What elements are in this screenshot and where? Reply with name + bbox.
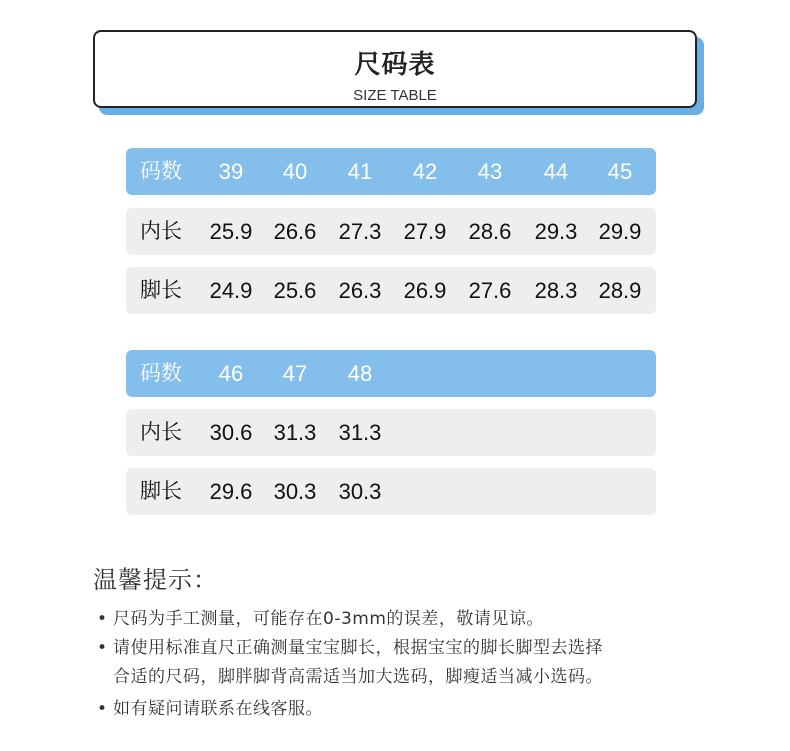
tip-text: 请使用标准直尺正确测量宝宝脚长，根据宝宝的脚长脚型去选择 bbox=[113, 638, 603, 658]
bullet-icon: • bbox=[97, 609, 108, 629]
table-cell: 30.3 bbox=[273, 479, 317, 504]
tip-text: 合适的尺码，脚胖脚背高需适当加大选码，脚瘦适当减小选码。 bbox=[113, 667, 603, 687]
table1-size: 40 bbox=[282, 159, 308, 184]
table2-size: 47 bbox=[282, 361, 308, 386]
row-label: 脚长 bbox=[140, 278, 182, 302]
table-cell: 31.3 bbox=[273, 420, 317, 445]
bullet-icon: • bbox=[97, 699, 108, 719]
tip-text: 尺码为手工测量，可能存在0-3mm的误差，敬请见谅。 bbox=[113, 609, 544, 629]
table1-size: 44 bbox=[543, 159, 569, 184]
table-cell: 31.3 bbox=[338, 420, 382, 445]
table-cell: 27.6 bbox=[468, 278, 512, 303]
table-cell: 29.9 bbox=[598, 219, 642, 244]
table-cell: 26.9 bbox=[403, 278, 447, 303]
table-cell: 30.3 bbox=[338, 479, 382, 504]
tip-item bbox=[97, 696, 323, 723]
table2-foot-length-row bbox=[126, 468, 656, 515]
table1-size: 45 bbox=[607, 159, 633, 184]
row-label: 内长 bbox=[140, 219, 182, 243]
table1-inner-length-row bbox=[126, 208, 656, 255]
table2-size: 46 bbox=[218, 361, 244, 386]
table-cell: 29.6 bbox=[209, 479, 253, 504]
table-cell: 26.6 bbox=[273, 219, 317, 244]
table-cell: 25.9 bbox=[209, 219, 253, 244]
table1-size: 39 bbox=[218, 159, 244, 184]
table2-header-row bbox=[126, 350, 656, 397]
table-cell: 25.6 bbox=[273, 278, 317, 303]
tip-item bbox=[97, 635, 603, 662]
table-cell: 28.6 bbox=[468, 219, 512, 244]
table1-foot-length-row bbox=[126, 267, 656, 314]
title-box bbox=[93, 30, 697, 108]
table1-size: 41 bbox=[347, 159, 373, 184]
table-cell: 28.3 bbox=[534, 278, 578, 303]
table-cell: 24.9 bbox=[209, 278, 253, 303]
table2-inner-length-row bbox=[126, 409, 656, 456]
table1-size: 42 bbox=[412, 159, 438, 184]
row-label: 内长 bbox=[140, 420, 182, 444]
table-cell: 26.3 bbox=[338, 278, 382, 303]
table1-header-label: 码数 bbox=[140, 159, 182, 183]
table-cell: 30.6 bbox=[209, 420, 253, 445]
table-cell: 28.9 bbox=[598, 278, 642, 303]
table-cell: 29.3 bbox=[534, 219, 578, 244]
row-label: 脚长 bbox=[140, 479, 182, 503]
tips-title: 温馨提示： bbox=[93, 566, 218, 594]
table-cell: 27.3 bbox=[338, 219, 382, 244]
page-subtitle: SIZE TABLE bbox=[353, 87, 437, 104]
table1-header-row bbox=[126, 148, 656, 195]
tip-item bbox=[97, 606, 544, 633]
page-title: 尺码表 bbox=[354, 50, 436, 80]
bullet-icon: • bbox=[97, 638, 108, 658]
table-cell: 27.9 bbox=[403, 219, 447, 244]
table2-size: 48 bbox=[347, 361, 373, 386]
tip-text: 如有疑问请联系在线客服。 bbox=[113, 699, 323, 719]
tip-item-continued bbox=[97, 664, 603, 691]
table1-size: 43 bbox=[477, 159, 503, 184]
table2-header-label: 码数 bbox=[140, 361, 182, 385]
